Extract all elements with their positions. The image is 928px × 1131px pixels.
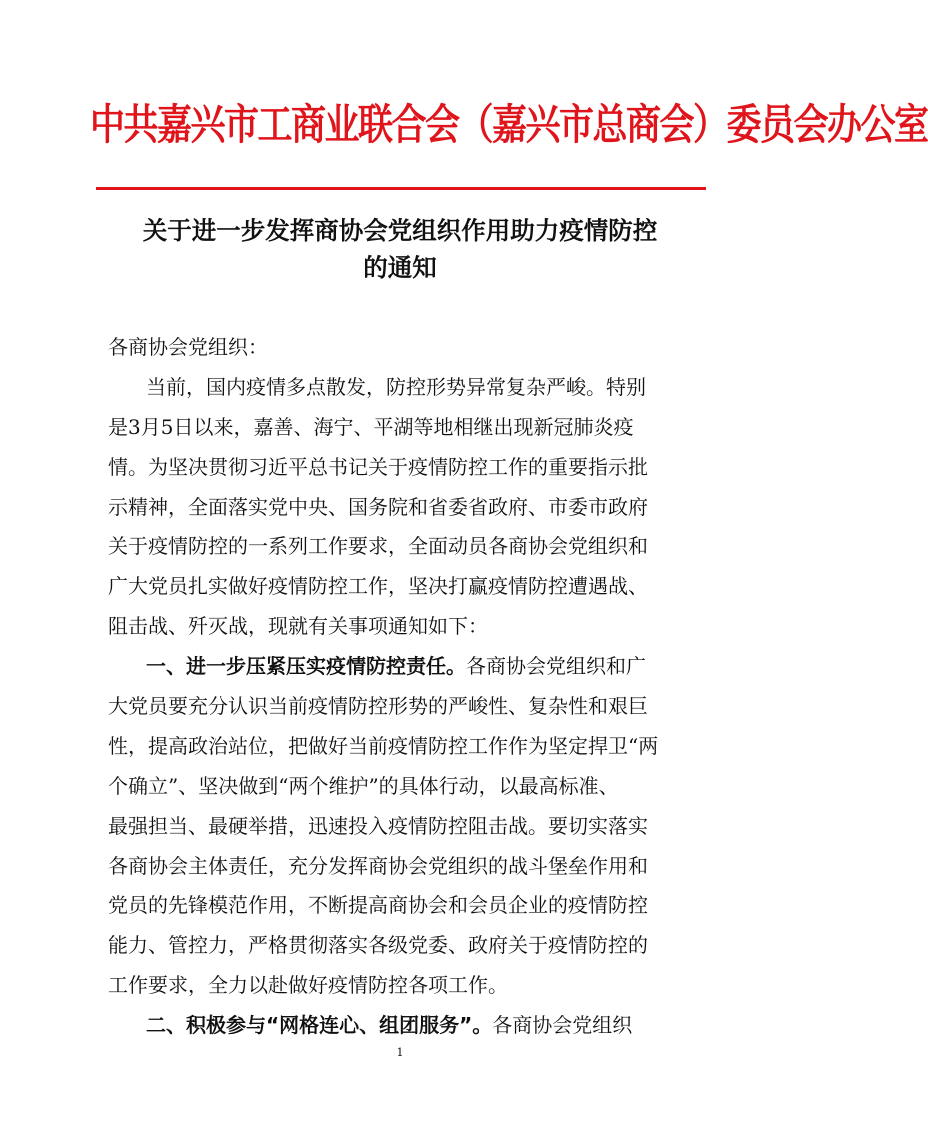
paragraph-line: 个确立”、坚决做到“两个维护”的具体行动，以最高标准、: [108, 773, 619, 798]
paragraph-line: 各商协会主体责任，充分发挥商协会党组织的战斗堡垒作用和: [108, 853, 648, 878]
paragraph-line: 广大党员扎实做好疫情防控工作，坚决打赢疫情防控遭遇战、: [108, 574, 648, 599]
section-2-first-line: [108, 1006, 700, 1046]
document-title-line-1: 关于进一步发挥商协会党组织作用助力疫情防控: [142, 216, 658, 245]
org-header-title: 中共嘉兴市工商业联合会（嘉兴市总商会）委员会办公室: [90, 102, 928, 150]
section-1-first-rest: 各商协会党组织和广: [466, 654, 646, 679]
paragraph-line: 情。为坚决贯彻习近平总书记关于疫情防控工作的重要指示批: [108, 454, 648, 479]
paragraph-line: 能力、管控力，严格贯彻落实各级党委、政府关于疫情防控的: [108, 933, 648, 958]
salutation: 各商协会党组织：: [108, 335, 268, 359]
section-2-first-rest: 各商协会党组织: [492, 1013, 633, 1038]
paragraph-line: 性，提高政治站位，把做好当前疫情防控工作作为坚定捍卫“两: [108, 733, 659, 758]
section-1-first-line: [108, 647, 700, 687]
paragraph-line: 最强担当、最硬举措，迅速投入疫情防控阻击战。要切实落实: [108, 813, 648, 838]
paragraph-line: 关于疫情防控的一系列工作要求，全面动员各商协会党组织和: [108, 534, 648, 559]
section-1-heading: 一、进一步压紧压实疫情防控责任。: [146, 654, 466, 679]
section-2-heading: 二、积极参与“网格连心、组团服务”。: [146, 1013, 493, 1038]
paragraph-line: 示精神，全面落实党中央、国务院和省委省政府、市委市政府: [108, 494, 648, 519]
document-body: [108, 328, 700, 1046]
paragraph-line: 大党员要充分认识当前疫情防控形势的严峻性、复杂性和艰巨: [108, 694, 648, 719]
document-title: [90, 212, 710, 286]
paragraph-line: 阻击战、歼灭战，现就有关事项通知如下：: [108, 614, 488, 639]
red-divider-rule: [96, 187, 706, 190]
paragraph-line: 党员的先锋模范作用，不断提高商协会和会员企业的疫情防控: [108, 893, 648, 918]
document-title-line-2: 的通知: [363, 253, 437, 282]
paragraph-line: 当前，国内疫情多点散发，防控形势异常复杂严峻。特别: [146, 374, 646, 399]
page-number: 1: [396, 1046, 404, 1059]
paragraph-line: 工作要求，全力以赴做好疫情防控各项工作。: [108, 973, 508, 998]
paragraph-line: 是3月5日以来，嘉善、海宁、平湖等地相继出现新冠肺炎疫: [108, 414, 634, 439]
